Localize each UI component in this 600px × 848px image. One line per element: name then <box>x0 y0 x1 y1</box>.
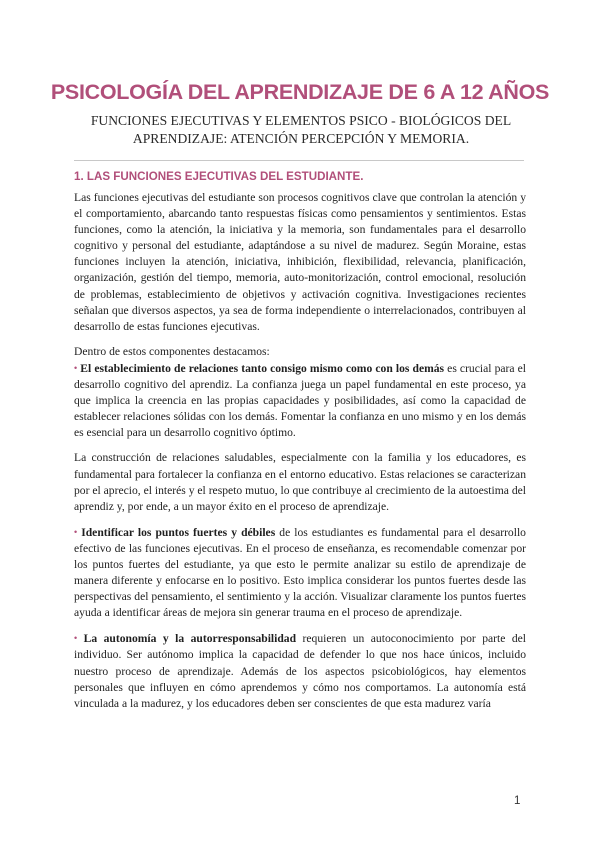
header-divider <box>74 160 524 161</box>
bullet-icon: • <box>74 526 78 537</box>
followup-paragraph: La construcción de relaciones saludables, especialmente con la familia y los educadores, es fundamental para fortalecer la confianza en el entorno educativo. Estas relaciones se caracterizan por el aprecio, el interés y el respeto mutuo, lo que contribuye al crecimiento de la autoestima del aprendiz y, por ende, a un mayor éxito en el proceso de aprendizaje. <box>74 451 526 513</box>
document-subtitle: FUNCIONES EJECUTIVAS Y ELEMENTOS PSICO - BIOLÓGICOS DEL APRENDIZAJE: ATENCIÓN PERCEPCIÓN Y MEMORIA. <box>90 113 512 146</box>
document-title: PSICOLOGÍA DEL APRENDIZAJE DE 6 A 12 AÑOS <box>50 80 550 104</box>
page-number: 1 <box>514 795 521 807</box>
section-heading: 1. LAS FUNCIONES EJECUTIVAS DEL ESTUDIANTE. <box>74 170 364 183</box>
bullet-item-relaciones <box>74 360 526 441</box>
intro-paragraph: Las funciones ejecutivas del estudiante son procesos cognitivos clave que controlan la atención y el comportamiento, abarcando tanto respuestas físicas como pensamientos y sentimientos. Estas funciones, como la atención, la iniciativa y la memoria, son fundamentales para el desarrollo cognitivo y personal del estudiante, adaptándose a su nivel de madurez. Según Moraine, estas funciones incluyen la atención, iniciativa, inhibición, flexibilidad, relevancia, planificación, organización, gestión del tiempo, memoria, auto-monitorización, control emocional, resolución de problemas, establecimiento de objetivos y activación cognitiva. Investigaciones recientes señalan que diversos aspectos, ya sea de forma independiente o interrelacionados, contribuyen al desarrollo de estas funciones ejecutivas. <box>74 191 526 333</box>
bullet-item-text: es crucial para el desarrollo cognitivo del aprendiz. La confianza juega un papel fundamental en este proceso, ya que implica la creencia en las propias capacidades y posibilidades, así como la capacidad de establecer relaciones sólidas con los demás. Fomentar la confianza en uno mismo y en los demás es esencial para un desarrollo cognitivo óptimo. <box>74 361 526 440</box>
bullet-item-autonomia <box>74 630 526 711</box>
bullet-icon: • <box>74 633 78 644</box>
lead-in-paragraph: Dentro de estos componentes destacamos: <box>74 344 270 358</box>
section-body <box>74 190 526 721</box>
bullet-item-bold: El establecimiento de relaciones tanto consigo mismo como con los demás <box>80 361 445 375</box>
bullet-item-text: de los estudiantes es fundamental para el desarrollo efectivo de las funciones ejecutivas. En el proceso de enseñanza, es recomendable comenzar por los puntos fuertes del estudiante, ya que esto le permite analizar su estilo de aprendizaje de manera diferente y enfocarse en lo positivo. Esto implica considerar los puntos fuertes desde las perspectivas del pensamiento, el sentimiento y la acción. Visualizar claramente los puntos fuertes ayuda a identificar áreas de mejora sin generar trauma en el proceso de aprendizaje. <box>74 525 526 620</box>
bullet-item-bold: La autonomía y la autorresponsabilidad <box>83 632 297 646</box>
bullet-item-puntos-fuertes <box>74 524 526 622</box>
bullet-item-text: requieren un autoconocimiento por parte del individuo. Ser autónomo implica la capacidad de defender lo que nos hace únicos, incluido nuestro proceso de aprendizaje. Además de los aspectos psicobiológicos, hay elementos personales que influyen en cómo aprendemos y cómo nos comportamos. La autonomía está vinculada a la madurez, y los educadores deben ser conscientes de que esta madurez varía <box>74 632 527 710</box>
bullet-item-bold: Identificar los puntos fuertes y débiles <box>81 525 276 539</box>
bullet-icon: • <box>74 362 78 373</box>
